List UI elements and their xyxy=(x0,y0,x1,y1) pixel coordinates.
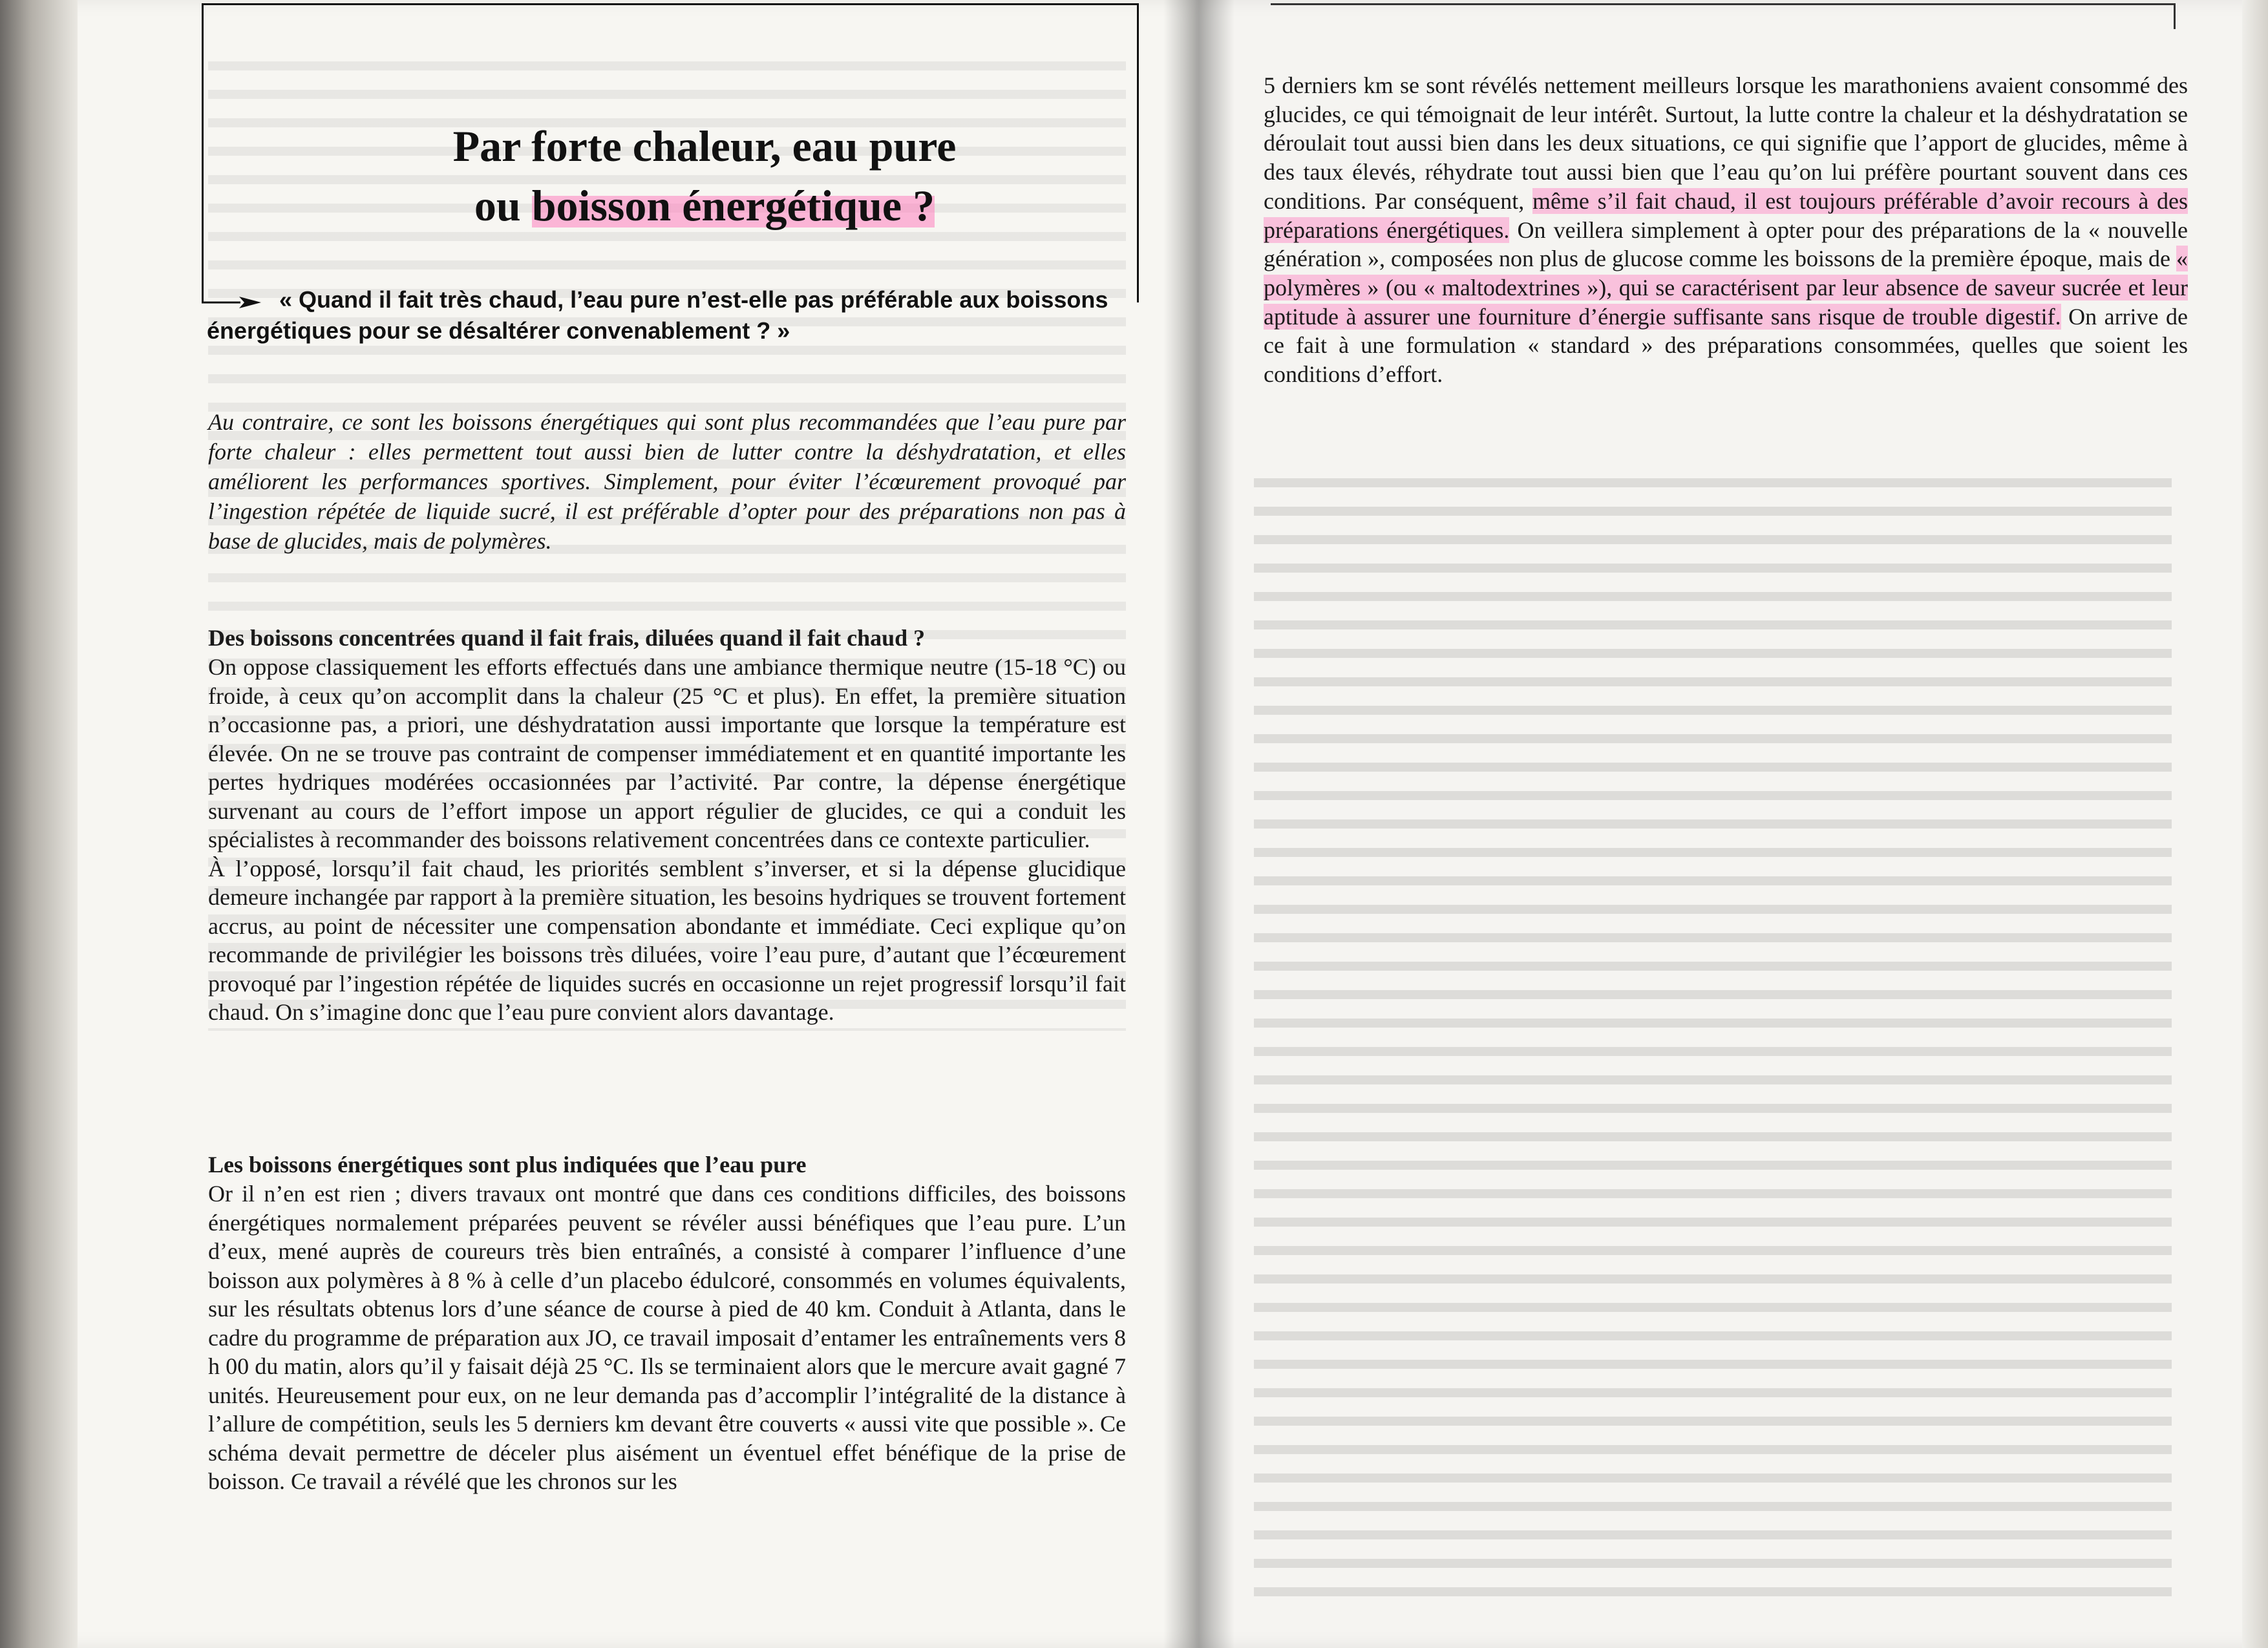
page-edge-shadow xyxy=(0,0,78,1648)
highlighted-passage: « polymères » (ou « maltodextrines »), qui se caractérisent par leur absence de saveur sucrée et leur aptitude à assurer une fourniture d’énergie suffisante sans risque de trouble digestif. xyxy=(1264,246,2188,330)
frame-rule xyxy=(2174,3,2176,29)
section-1-body xyxy=(208,653,1126,1027)
lead-question: « Quand il fait très chaud, l’eau pure n’est-elle pas préférable aux boissons énergétiques pour se désaltérer convenablement ? » xyxy=(207,286,1108,344)
section-2-body xyxy=(208,1179,1126,1496)
page-edge-shadow xyxy=(2242,0,2268,1648)
title-line-2: ou boisson énergétique ? xyxy=(474,181,935,230)
section-heading-1: Des boissons concentrées quand il fait frais, diluées quand il fait chaud ? xyxy=(208,625,926,651)
book-gutter xyxy=(1163,0,1235,1648)
page-title xyxy=(349,116,1060,235)
highlighted-passage: même s’il fait chaud, il est toujours préférable d’avoir recours à des préparations énergétiques. xyxy=(1264,187,2188,243)
frame-rule xyxy=(1271,3,2176,5)
show-through-text xyxy=(1254,478,2172,1609)
paragraph: À l’opposé, lorsqu’il fait chaud, les priorités semblent s’inverser, et si la dépense glucidique demeure inchangée par rapport à la première situation, les besoins hydriques se trouvent fortement accrus, au point de nécessiter une compensation abondante et immédiate. Ceci explique qu’on recommande de privilégier les boissons très diluées, voire l’eau pure, d’autant que l’écœurement provoqué par l’ingestion répétée de liquides sucrés en occasionne un rejet progressif lorsqu’il fait chaud. On s’imagine donc que l’eau pure convient alors davantage. xyxy=(208,855,1126,1025)
intro-answer: Au contraire, ce sont les boissons énergétiques qui sont plus recommandées que l’eau pure par forte chaleur : elles permettent tout aussi bien de lutter contre la déshydratation, et elles améliorent les performances sportives. Simplement, pour éviter l’écœurement provoqué par l’ingestion répétée de liquide sucré, il est préférable d’opter pour des préparations non pas à base de glucides, mais de polymères. xyxy=(208,409,1126,554)
section-heading-2: Les boissons énergétiques sont plus indiquées que l’eau pure xyxy=(208,1152,807,1178)
title-line-1: Par forte chaleur, eau pure xyxy=(452,121,957,171)
title-highlight: boisson énergétique ? xyxy=(531,181,935,230)
paragraph: On oppose classiquement les efforts effectués dans une ambiance thermique neutre (15-18 °C) ou froide, à ceux qu’on accomplit dans la chaleur (25 °C et plus). En effet, la première situation n’occasionne pas, a priori, une déshydratation aussi importante que lorsque la température est élevée. On ne se trouve pas contraint de compenser immédiatement et en quantité importante les pertes hydriques modérées occasionnées par l’activité. Par contre, la dépense énergétique survenant au cours de l’effort impose un apport régulier de glucides, ce qui a conduit les spécialistes à recommander des boissons relativement concentrées dans ce contexte particulier. xyxy=(208,654,1126,852)
paragraph: Or il n’en est rien ; divers travaux ont montré que dans ces conditions difficiles, des boissons énergétiques normalement préparées peuvent se révéler aussi bénéfiques que l’eau pure. L’un d’eux, mené auprès de coureurs très bien entraînés, a consisté à comparer l’influence d’une boisson aux polymères à 8 % à celle d’un placebo édulcoré, consommés en volumes équivalents, sur les résultats obtenus lors d’une séance de course à pied de 40 km. Conduit à Atlanta, dans le cadre du programme de préparation aux JO, ce travail imposait d’entamer les entraînements vers 8 h 00 du matin, alors qu’il y faisait déjà 25 °C. Ils se terminaient alors que le mercure avait gagné 7 unités. Heureusement pour eux, on ne leur demanda pas d’accomplir l’intégralité de la distance à l’allure de compétition, seuls les 5 derniers km devant être couverts « aussi vite que possible ». Ce schéma devait permettre de déceler plus aisément un éventuel effet bénéfique de la prise de boisson. Ce travail a révélé que les chronos sur les xyxy=(208,1181,1126,1494)
continued-text: 5 derniers km se sont révélés nettement meilleurs lorsque les marathoniens avaient consommé des glucides, ce qui témoignait de leur intérêt. Surtout, la lutte contre la chaleur et la déshydratation se déroulait tout aussi bien dans les deux situations, ce qui signifie que l’apport de glucides, même à des taux élevés, réhydrate tout aussi bien que l’eau qu’on lui préfère pourtant souvent dans ces conditions. Par conséquent, même s’il fait chaud, il est toujours préférable d’avoir recours à des préparations énergétiques. On veillera simplement à opter pour des préparations de la « nouvelle génération », composées non plus de glucose comme les boissons de la première époque, mais de « polymères » (ou « maltodextrines »), qui se caractérisent par leur absence de saveur sucrée et leur aptitude à assurer une fourniture d’énergie suffisante sans risque de trouble digestif. On arrive de ce fait à une formulation « standard » des préparations consommées, quelles que soient les conditions d’effort. xyxy=(1264,72,2188,388)
